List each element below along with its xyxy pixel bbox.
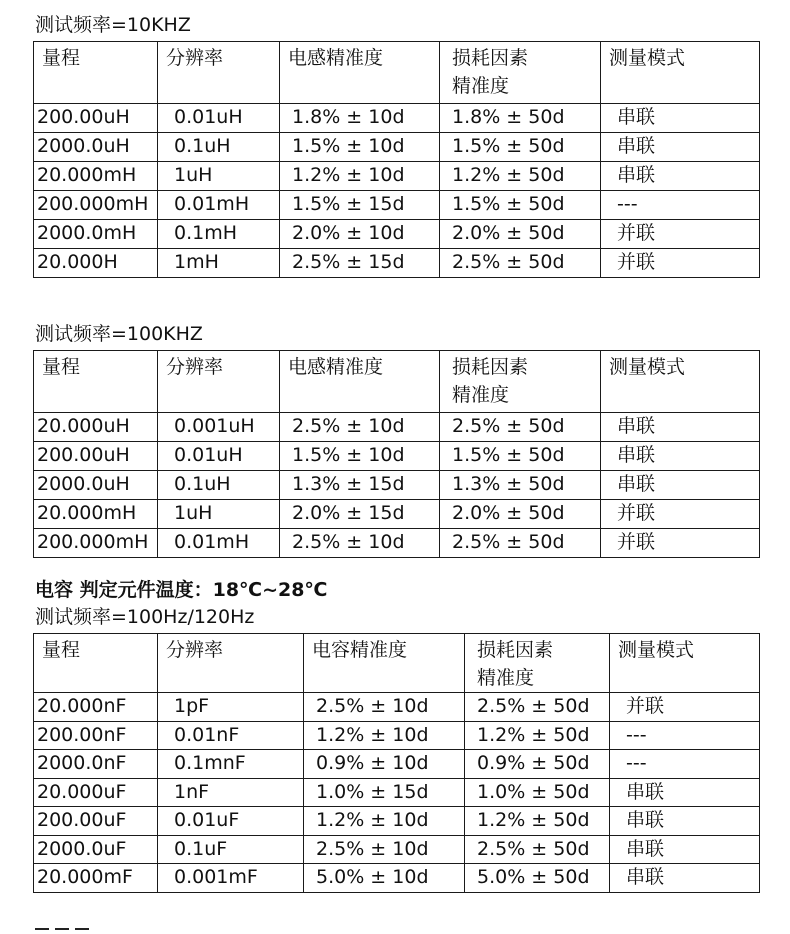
column-header: 损耗因素 精准度 [440,351,601,413]
table-cell: 0.01mH [158,529,280,558]
table-cell: 并联 [601,500,760,529]
table-cell: 串联 [610,835,760,864]
table-cell: 1.8% ± 10d [280,104,440,133]
table-cell: 2.5% ± 10d [304,835,465,864]
table-cell: 0.1uH [158,133,280,162]
table-cell: 20.000uF [34,778,158,807]
header-row [34,634,760,693]
section3-frequency-label: 测试频率=100Hz/120Hz [35,606,255,628]
table-cell: 2.5% ± 10d [280,413,440,442]
table-cell: 串联 [601,471,760,500]
table-row [34,807,760,836]
table-cell: 2.0% ± 10d [280,220,440,249]
column-header: 电感精准度 [280,351,440,413]
table-cell: 0.9% ± 50d [465,750,610,779]
table-cell: 1.2% ± 50d [465,721,610,750]
table-cell: 1.0% ± 15d [304,778,465,807]
table-cell: 20.000nF [34,693,158,722]
table-cell: 20.000uH [34,413,158,442]
table-cell: 1.3% ± 15d [280,471,440,500]
table-cell: 2000.0mH [34,220,158,249]
table-cell: 1uH [158,500,280,529]
table-cell: --- [601,191,760,220]
table-cell: --- [610,721,760,750]
column-header: 损耗因素 精准度 [440,42,601,104]
table-row [34,191,760,220]
table-row [34,529,760,558]
capacitance-heading: 电容 判定元件温度：18℃~28℃ [35,579,328,601]
table-cell: 2.5% ± 50d [440,529,601,558]
table-cell: 2.5% ± 10d [280,529,440,558]
table-cell: 1.5% ± 10d [280,442,440,471]
table-cell: 1.2% ± 10d [280,162,440,191]
column-header: 量程 [34,634,158,693]
column-header: 测量模式 [601,42,760,104]
table-cell: 0.1uF [158,835,304,864]
column-header: 电容精准度 [304,634,465,693]
table-cell: 1.5% ± 10d [280,133,440,162]
column-header: 测量模式 [610,634,760,693]
cut-off-text [35,920,155,934]
table-cell: 2.5% ± 15d [280,249,440,278]
table-cell: 2.0% ± 50d [440,220,601,249]
column-header: 损耗因素 精准度 [465,634,610,693]
table-cell: 1.2% ± 50d [465,807,610,836]
table-cell: 200.00nF [34,721,158,750]
table-cell: 0.01nF [158,721,304,750]
header-row [34,351,760,413]
table-cell: 0.01uH [158,442,280,471]
table-cell: 0.001mF [158,864,304,893]
table-cell: 200.00uF [34,807,158,836]
column-header: 测量模式 [601,351,760,413]
table-cell: 0.1uH [158,471,280,500]
header-row [34,42,760,104]
table-cell: 2000.0uH [34,133,158,162]
table-cell: 1.0% ± 50d [465,778,610,807]
table-cell: 1.2% ± 10d [304,721,465,750]
table-cell: 1.3% ± 50d [440,471,601,500]
table-cell: 1.8% ± 50d [440,104,601,133]
table-cell: 1.5% ± 50d [440,191,601,220]
section1-frequency-label: 测试频率=10KHZ [35,14,191,36]
inductance-table-10khz [33,41,760,278]
table-cell: 1uH [158,162,280,191]
table-cell: 2.0% ± 50d [440,500,601,529]
table-cell: 1.5% ± 15d [280,191,440,220]
table-cell: 2.5% ± 50d [440,249,601,278]
column-header: 电感精准度 [280,42,440,104]
table-row [34,835,760,864]
table-cell: 5.0% ± 10d [304,864,465,893]
table-cell: 1nF [158,778,304,807]
table-cell: 0.001uH [158,413,280,442]
table-cell: 20.000H [34,249,158,278]
table-row [34,693,760,722]
table-row [34,162,760,191]
table-cell: 并联 [601,529,760,558]
table-cell: 1.2% ± 10d [304,807,465,836]
inductance-table-100khz [33,350,760,558]
table-cell: 1.5% ± 50d [440,442,601,471]
table-cell: 0.1mH [158,220,280,249]
table-row [34,249,760,278]
column-header: 量程 [34,351,158,413]
column-header: 分辨率 [158,351,280,413]
table-cell: 0.01uF [158,807,304,836]
table-row [34,471,760,500]
table-cell: 2.5% ± 50d [465,693,610,722]
table-cell: 20.000mH [34,162,158,191]
table-cell: 串联 [601,104,760,133]
table-cell: 2000.0nF [34,750,158,779]
table-cell: 0.1mnF [158,750,304,779]
table-cell: 2.5% ± 50d [440,413,601,442]
table-cell: 串联 [601,162,760,191]
table-cell: 串联 [601,413,760,442]
table-cell: 0.9% ± 10d [304,750,465,779]
table-cell: 2.5% ± 50d [465,835,610,864]
table-cell: 串联 [610,778,760,807]
table-cell: 并联 [601,220,760,249]
table-cell: 200.00uH [34,104,158,133]
table-cell: 20.000mF [34,864,158,893]
table-row [34,750,760,779]
table-cell: 200.00uH [34,442,158,471]
table-row [34,500,760,529]
table-row [34,220,760,249]
table-cell: 200.000mH [34,191,158,220]
table-cell: 2.0% ± 15d [280,500,440,529]
table-row [34,442,760,471]
section2-frequency-label: 测试频率=100KHZ [35,323,203,345]
table-row [34,721,760,750]
table-row [34,864,760,893]
table-cell: 串联 [610,864,760,893]
column-header: 量程 [34,42,158,104]
table-cell: 串联 [601,133,760,162]
table-cell: 2000.0uH [34,471,158,500]
table-cell: 1.5% ± 50d [440,133,601,162]
table-cell: 1.2% ± 50d [440,162,601,191]
table-row [34,778,760,807]
table-cell: 5.0% ± 50d [465,864,610,893]
table-row [34,133,760,162]
table-cell: 串联 [601,442,760,471]
table-cell: 20.000mH [34,500,158,529]
column-header: 分辨率 [158,634,304,693]
table-row [34,104,760,133]
table-cell: 1mH [158,249,280,278]
table-cell: --- [610,750,760,779]
table-cell: 0.01mH [158,191,280,220]
table-cell: 串联 [610,807,760,836]
table-cell: 2000.0uF [34,835,158,864]
table-cell: 1pF [158,693,304,722]
table-row [34,413,760,442]
table-cell: 2.5% ± 10d [304,693,465,722]
capacitance-table [33,633,760,893]
column-header: 分辨率 [158,42,280,104]
table-cell: 并联 [601,249,760,278]
table-cell: 并联 [610,693,760,722]
table-cell: 0.01uH [158,104,280,133]
table-cell: 200.000mH [34,529,158,558]
